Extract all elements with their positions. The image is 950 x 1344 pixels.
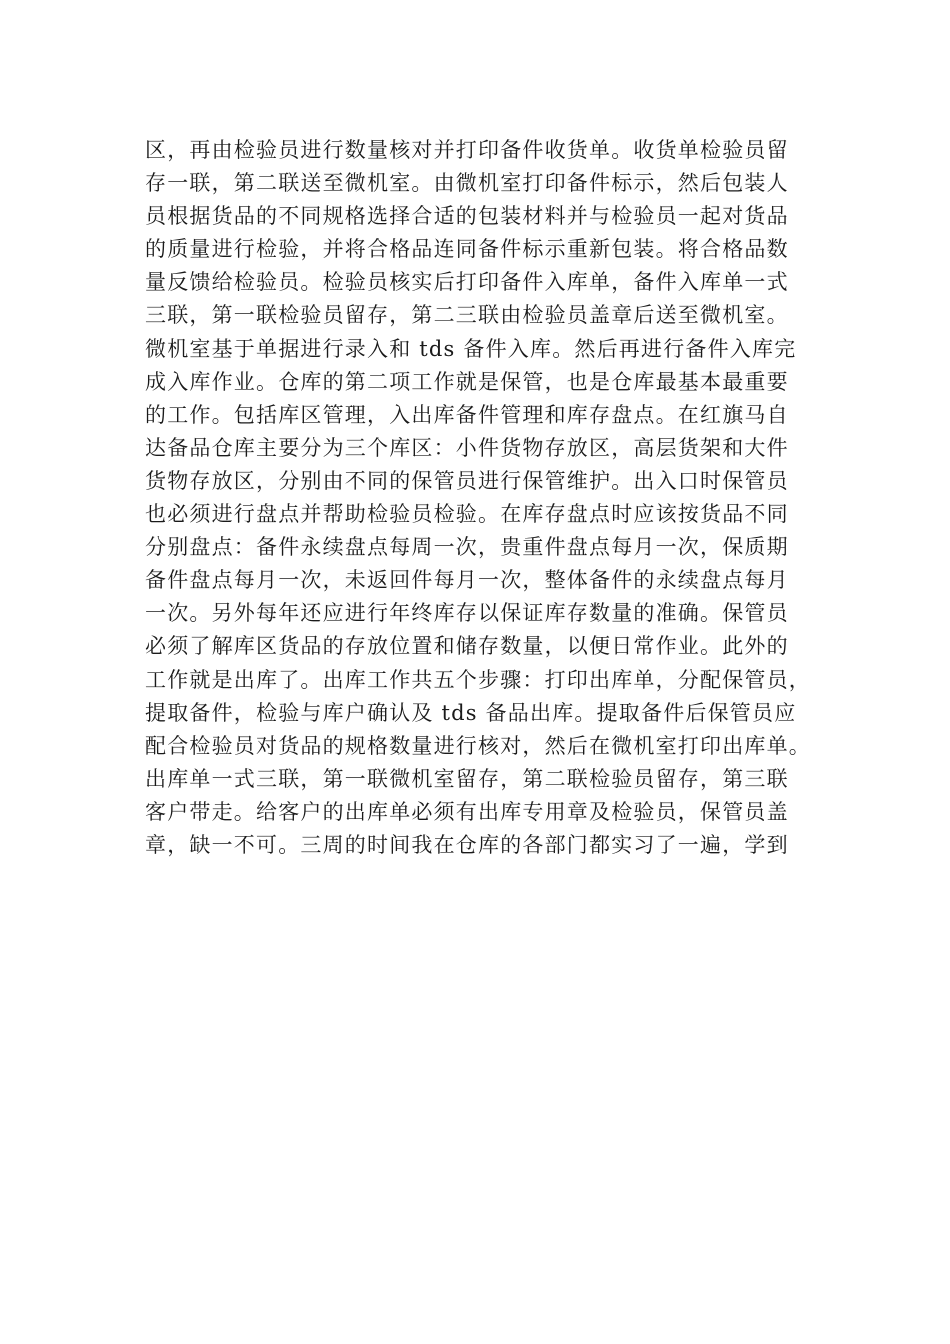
- text-line-12: 也必须进行盘点并帮助检验员检验。在库存盘点时应该按货品不同: [145, 502, 789, 527]
- text-line-13: 分别盘点：备件永续盘点每周一次，贵重件盘点每月一次，保质期: [145, 535, 789, 560]
- text-line-20: 出库单一式三联，第一联微机室留存，第二联检验员留存，第三联: [145, 766, 789, 791]
- text-line-17: 工作就是出库了。出库工作共五个步骤：打印出库单，分配保管员，: [145, 667, 811, 692]
- text-line-2: 存一联，第二联送至微机室。由微机室打印备件标示，然后包装人: [145, 171, 789, 196]
- body-text: [145, 134, 835, 862]
- text-line-4: 的质量进行检验，并将合格品连同备件标示重新包装。将合格品数: [145, 237, 789, 262]
- text-line-8: 成入库作业。仓库的第二项工作就是保管，也是仓库最基本最重要: [145, 369, 789, 394]
- text-line-11: 货物存放区，分别由不同的保管员进行保管维护。出入口时保管员: [145, 468, 789, 493]
- text-line-7: 微机室基于单据进行录入和 tds 备件入库。然后再进行备件入库完: [145, 336, 797, 361]
- text-line-14: 备件盘点每月一次，未返回件每月一次，整体备件的永续盘点每月: [145, 568, 789, 593]
- text-line-16: 必须了解库区货品的存放位置和储存数量，以便日常作业。此外的: [145, 634, 789, 659]
- text-line-21: 客户带走。给客户的出库单必须有出库专用章及检验员，保管员盖: [145, 799, 789, 824]
- text-line-5: 量反馈给检验员。检验员核实后打印备件入库单，备件入库单一式: [145, 270, 789, 295]
- text-line-3: 员根据货品的不同规格选择合适的包装材料并与检验员一起对货品: [145, 204, 789, 229]
- text-line-10: 达备品仓库主要分为三个库区：小件货物存放区，高层货架和大件: [145, 435, 789, 460]
- text-line-22: 章，缺一不可。三周的时间我在仓库的各部门都实习了一遍，学到: [145, 832, 789, 857]
- text-line-15: 一次。另外每年还应进行年终库存以保证库存数量的准确。保管员: [145, 601, 789, 626]
- text-line-6: 三联，第一联检验员留存，第二三联由检验员盖章后送至微机室。: [145, 303, 789, 328]
- text-line-1: 区，再由检验员进行数量核对并打印备件收货单。收货单检验员留: [145, 138, 789, 162]
- text-line-18: 提取备件，检验与库户确认及 tds 备品出库。提取备件后保管员应: [145, 700, 797, 725]
- text-line-9: 的工作。包括库区管理，入出库备件管理和库存盘点。在红旗马自: [145, 402, 789, 427]
- text-line-19: 配合检验员对货品的规格数量进行核对，然后在微机室打印出库单。: [145, 733, 811, 758]
